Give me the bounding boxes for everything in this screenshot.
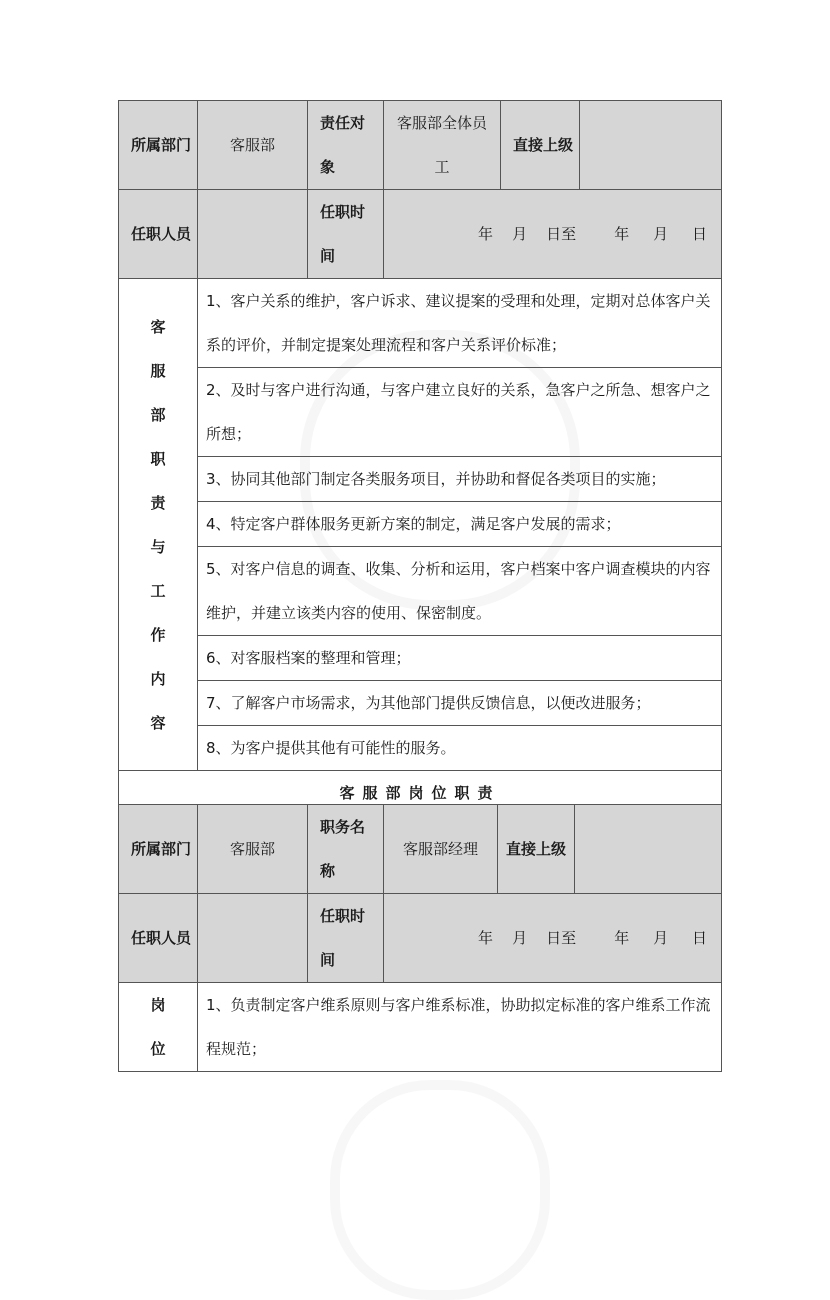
target-label: 责任对象 [308,101,384,190]
position-table [118,804,722,1072]
superior-label: 直接上级 [501,101,580,190]
duty-item: 6、对客服档案的整理和管理； [198,636,722,681]
superior-value [580,101,722,190]
section-char: 部 [150,405,166,424]
section-char: 内 [150,669,166,688]
term-value: 年 月 日至 年 月 日 [384,190,722,279]
section-char: 职 [150,449,166,468]
duty-item: 5、对客户信息的调查、收集、分析和运用，客户档案中客户调查模块的内容维护，并建立该类内容的使用、保密制度。 [198,547,722,636]
superior-value [575,805,722,894]
duty-item: 2、及时与客户进行沟通，与客户建立良好的关系，急客户之所急、想客户之所想； [198,368,722,457]
duty-item: 7、了解客户市场需求，为其他部门提供反馈信息，以便改进服务； [198,681,722,726]
staff-label: 任职人员 [119,190,198,279]
term-label: 任职时间 [308,190,384,279]
section-title: 客服部岗位职责 [119,771,722,815]
section-char: 位 [150,1040,166,1058]
dept-value: 客服部 [198,101,308,190]
duties-section-label [119,279,198,771]
section-char: 责 [150,493,166,512]
responsibility-table [118,100,722,815]
staff-value [198,190,308,279]
term-label: 任职时间 [308,894,384,983]
watermark-seal-bottom [330,1080,550,1300]
section-char: 作 [150,625,166,644]
staff-label: 任职人员 [119,894,198,983]
section-char: 容 [150,713,166,732]
section-char: 岗 [150,996,166,1014]
position-label: 职务名称 [308,805,384,894]
position-section-label [119,983,198,1072]
duty-item: 3、协同其他部门制定各类服务项目，并协助和督促各类项目的实施； [198,457,722,502]
target-value: 客服部全体员工 [384,101,501,190]
position-value: 客服部经理 [384,805,498,894]
duty-item: 1、客户关系的维护，客户诉求、建议提案的受理和处理，定期对总体客户关系的评价，并制定提案处理流程和客户关系评价标准； [198,279,722,368]
section-char: 工 [150,581,166,600]
section-char: 与 [150,537,166,556]
duty-item: 8、为客户提供其他有可能性的服务。 [198,726,722,771]
dept-value: 客服部 [198,805,308,894]
dept-label: 所属部门 [119,805,198,894]
duty-item: 4、特定客户群体服务更新方案的制定，满足客户发展的需求； [198,502,722,547]
staff-value [198,894,308,983]
dept-label: 所属部门 [119,101,198,190]
section-char: 客 [150,317,166,336]
superior-label: 直接上级 [498,805,575,894]
duty-item: 1、负责制定客户维系原则与客户维系标准，协助拟定标准的客户维系工作流程规范； [198,983,722,1072]
term-value: 年 月 日至 年 月 日 [384,894,722,983]
section-char: 服 [150,361,166,380]
